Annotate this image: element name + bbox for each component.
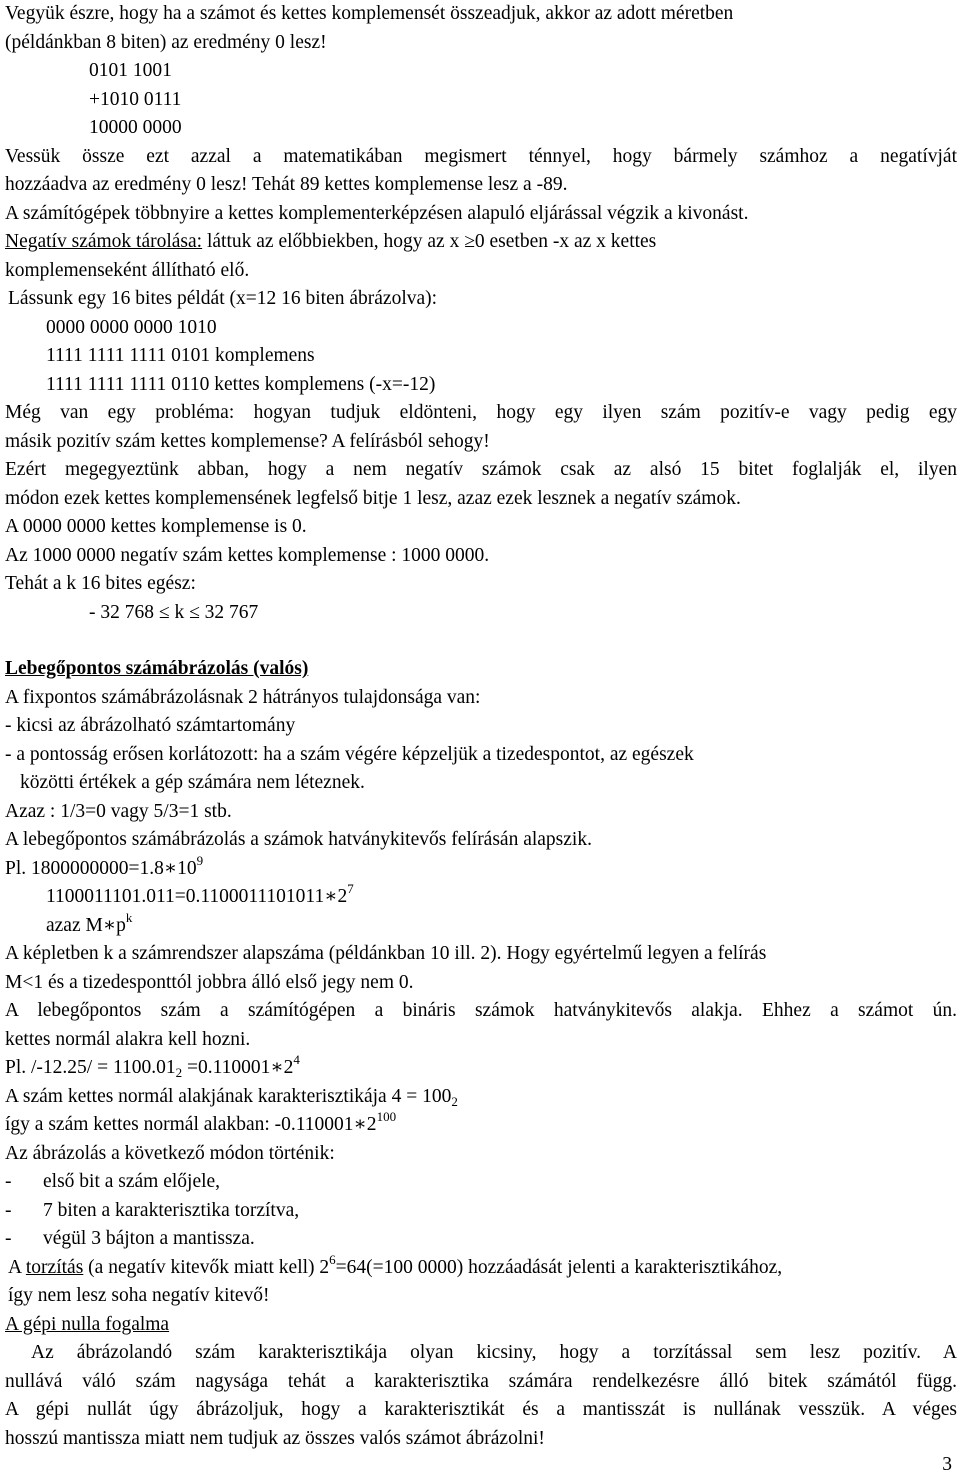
formula-line [5, 883, 957, 912]
text-line: komplemenseként állítható elő. [5, 259, 250, 281]
text-line: (példánkban 8 biten) az eredmény 0 lesz! [5, 31, 327, 53]
formula-line [5, 852, 957, 884]
page-number: 3 [942, 1454, 952, 1475]
text-line [5, 1251, 957, 1283]
text-span: =64(=100 0000) hozzáadását jelenti a karakterisztikához, [335, 1256, 783, 1278]
list-dash: - [5, 1199, 12, 1221]
underlined-term: Negatív számok tárolása: [5, 231, 203, 252]
binary-example: 1111 1111 1111 0110 kettes komplemens (-x=-12) [46, 373, 436, 395]
text-line: A 0000 0000 kettes komplemense is 0. [5, 516, 307, 537]
text-line: kettes normál alakra kell hozni. [5, 1028, 251, 1050]
underlined-term: torzítás [25, 1256, 84, 1278]
formula-text: Pl. 1800000000=1.8∗10 [5, 857, 197, 879]
formula-text: A szám kettes normál alakjának karakterisztikája 4 = 100 [5, 1085, 452, 1107]
text-line: Tehát a k 16 bites egész: [5, 573, 196, 594]
text-line: nullává váló szám nagysága tehát a karakterisztika számára rendelkezésre álló bitek számától függ. [5, 1370, 957, 1392]
text-line: közötti értékek a gép számára nem léteznek. [20, 772, 365, 793]
exponent: 6 [329, 1251, 336, 1267]
formula-line [5, 909, 957, 941]
exponent: 100 [376, 1109, 397, 1124]
text-span: láttuk az előbbiekben, hogy az x ≥0 esetben -x az x kettes [202, 231, 657, 252]
formula-line [5, 1054, 957, 1083]
text-line: Lássunk egy 16 bites példát (x=12 16 biten ábrázolva): [8, 288, 438, 309]
list-dash: - [5, 1171, 12, 1192]
list-item [5, 1225, 957, 1254]
formula-line [5, 1083, 957, 1112]
list-item [5, 1168, 957, 1197]
document-page [5, 0, 957, 1453]
binary-example: 0000 0000 0000 1010 [46, 316, 217, 338]
exponent: 7 [347, 881, 354, 896]
text-line [5, 228, 957, 257]
formula-text: azaz M∗p [46, 914, 126, 936]
text-line: Az 1000 0000 negatív szám kettes komplemense : 1000 0000. [5, 544, 490, 566]
list-text: első bit a szám előjele, [43, 1171, 221, 1192]
text-line: M<1 és a tizedesponttól jobbra álló első jegy nem 0. [5, 971, 414, 993]
formula-text: Pl. /-12.25/ = 1100.01 [5, 1057, 176, 1078]
text-line: A gépi nullát úgy ábrázoljuk, hogy a karakterisztikát és a mantisszát is nullának vesszük. A véges [5, 1399, 957, 1420]
text-line: Az ábrázolás a következő módon történik: [5, 1142, 335, 1164]
text-line: hosszú mantissza miatt nem tudjuk az összes valós számot ábrázolni! [5, 1427, 545, 1449]
list-item: - a pontosság erősen korlátozott: ha a szám végére képzeljük a tizedespontot, az egészek [5, 743, 694, 765]
exponent: 4 [293, 1052, 300, 1067]
text-line: A képletben k a számrendszer alapszáma (példánkban 10 ill. 2). Hogy egyértelmű legyen a felírás [5, 943, 767, 964]
list-item: - kicsi az ábrázolható számtartomány [5, 715, 296, 736]
text-line: másik pozitív szám kettes komplemense? A felírásból sehogy! [5, 430, 490, 452]
text-line: hozzáadva az eredmény 0 lesz! Tehát 89 kettes komplemense lesz a -89. [5, 174, 568, 195]
binary-operand-2: +1010 0111 [89, 88, 182, 110]
binary-operand-1: 0101 1001 [89, 60, 172, 81]
exponent: 9 [196, 852, 204, 868]
text-line: A fixpontos számábrázolásnak 2 hátrányos tulajdonsága van: [5, 686, 481, 708]
subscript: 2 [451, 1093, 458, 1109]
text-line: Vessük össze ezt azzal a matematikában megismert ténnyel, hogy bármely számhoz a negatívját [5, 145, 957, 167]
formula-text: =0.110001∗2 [182, 1057, 294, 1078]
text-span: (a negatív kitevők miatt kell) 2 [83, 1256, 330, 1278]
text-line: Vegyük észre, hogy ha a számot és kettes komplemensét összeadjuk, akkor az adott méretben [5, 3, 734, 24]
formula-text: 1100011101.011=0.1100011101011∗2 [46, 886, 348, 907]
text-line: Ezért megegyeztünk abban, hogy a nem negatív számok csak az alsó 15 bitet foglalják el, ilyen [5, 459, 957, 480]
text-line: Azaz : 1/3=0 vagy 5/3=1 stb. [5, 800, 232, 822]
text-line: Az ábrázolandó szám karakterisztikája olyan kicsiny, hogy a torzítással sem lesz pozitív. A [31, 1342, 957, 1363]
list-item [5, 1197, 957, 1226]
range-formula: - 32 768 ≤ k ≤ 32 767 [89, 601, 259, 623]
text-line: A számítógépek többnyire a kettes komplementerképzésen alapuló eljárással végzik a kivonást. [5, 202, 749, 224]
text-line: így nem lesz soha negatív kitevő! [8, 1285, 270, 1306]
text-line: A lebegőpontos számábrázolás a számok hatványkitevős felírásán alapszik. [5, 829, 592, 850]
text-line: Még van egy probléma: hogyan tudjuk eldönteni, hogy egy ilyen szám pozitív-e vagy pedig egy [5, 402, 957, 423]
text-span: A [8, 1256, 26, 1278]
spacer [5, 627, 957, 655]
binary-example: 1111 1111 1111 0101 komplemens [46, 345, 315, 366]
formula-text: így a szám kettes normál alakban: -0.110001∗2 [5, 1114, 377, 1135]
section-heading: Lebegőpontos számábrázolás (valós) [5, 658, 309, 679]
subsection-heading: A gépi nulla fogalma [5, 1313, 170, 1335]
list-text: 7 biten a karakterisztika torzítva, [43, 1199, 300, 1221]
exponent: k [125, 909, 133, 925]
text-line: módon ezek kettes komplemensének legfelső bitje 1 lesz, azaz ezek lesznek a negatív számok. [5, 487, 741, 509]
text-line: A lebegőpontos szám a számítógépen a bináris számok hatványkitevős alakja. Ehhez a számot ún. [5, 1000, 957, 1021]
formula-line [5, 1111, 957, 1140]
list-dash: - [5, 1228, 12, 1249]
subscript: 2 [175, 1065, 183, 1080]
list-text: végül 3 bájton a mantissza. [43, 1228, 255, 1249]
binary-sum: 10000 0000 [89, 117, 182, 138]
